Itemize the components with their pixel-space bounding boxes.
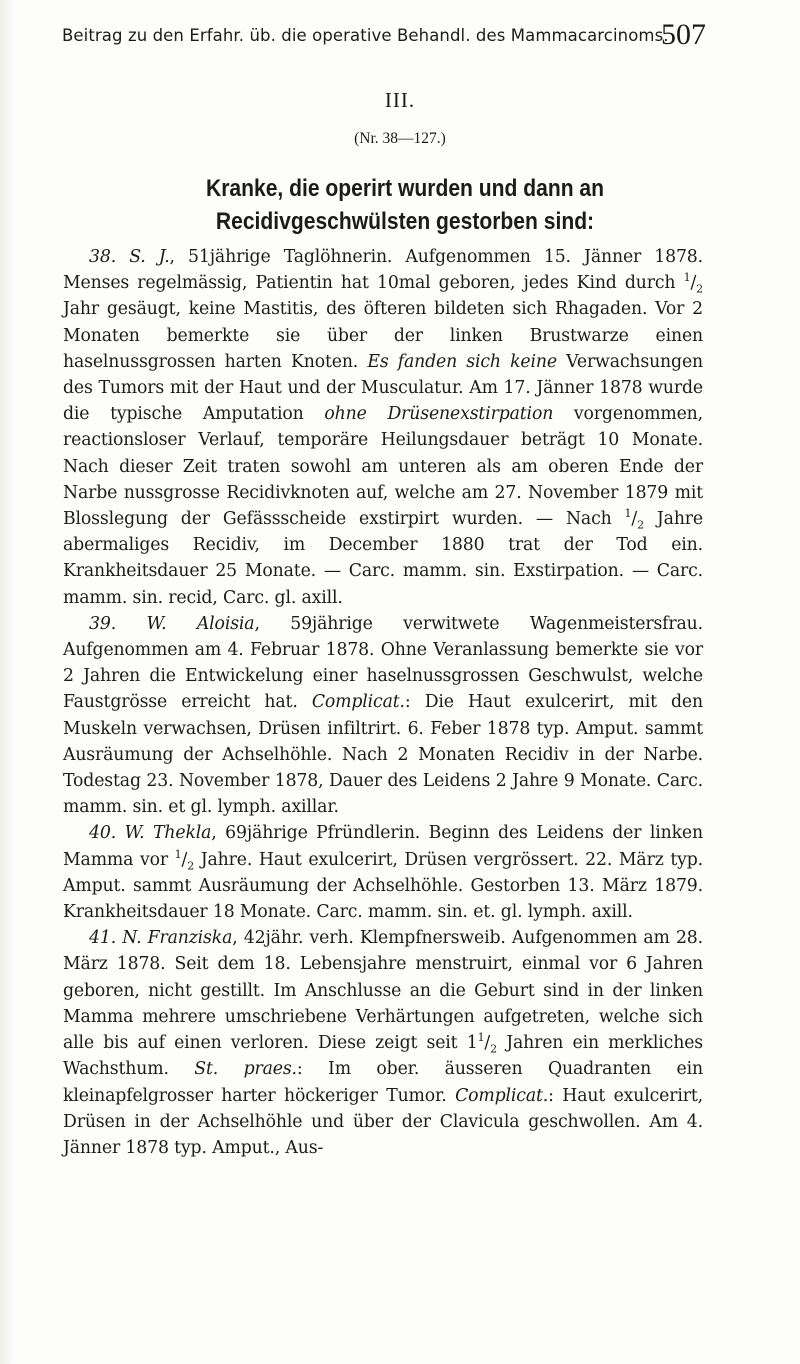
case-text: : Im ober. äusseren Quadranten ein kleinapfelgrosser harter höckeriger Tumor. <box>63 1059 703 1106</box>
case-text: : Haut exulcerirt, Drüsen in der Achselhöhle und über der Clavicula geschwollen. Am 4. Jänner 1878 typ. Amput., Aus- <box>63 1085 703 1158</box>
case-paragraph <box>63 925 703 1161</box>
case-number: 40. <box>89 823 117 844</box>
case-text: Verwachsungen des Tumors mit der Haut und der Musculatur. Am 17. Jänner 1878 wurde die typische Amputation <box>63 351 703 425</box>
patient-name: W. Thekla <box>124 823 212 844</box>
case-text-italic: Es fanden sich keine <box>367 351 557 372</box>
case-text: , 51jährige Taglöhnerin. Aufgenommen 15. Jänner 1878. Menses regelmässig, Patientin hat 10mal geboren, jedes Kind durch <box>63 247 703 294</box>
patient-name: N. Franziska <box>122 928 233 949</box>
case-text: Jahre abermaliges Recidiv, im December 1880 trat der Tod ein. Krankheitsdauer 25 Monate. — Carc. mamm. sin. Exstirpation. — Carc. mamm. sin. recid, Carc. gl. axill. <box>63 509 703 608</box>
section-heading: Kranke, die operirt wurden und dann an Recidivgeschwülsten gestorben sind: <box>205 175 605 235</box>
patient-name: W. Aloisia <box>146 613 255 634</box>
case-text: Jahren ein merkliches Wachsthum. <box>63 1033 703 1080</box>
page-edge-shadow <box>0 0 14 1364</box>
case-number: 41. <box>89 928 117 949</box>
case-text: , 69jährige Pfründlerin. Beginn des Leidens der linken Mamma vor <box>63 823 703 870</box>
case-text: , 59jährige verwitwete Wagenmeistersfrau. Aufgenommen am 4. Februar 1878. Ohne Veranlassung bemerkte sie vor 2 Jahren die Entwickelung einer haselnussgrossen Geschwulst, welche Faustgrösse erreicht hat. <box>63 613 703 713</box>
case-text: Jahr gesäugt, keine Mastitis, des öfteren bildeten sich Rhagaden. Vor 2 Monaten bemerkte sie über der linken Brustwarze einen haselnussgrossen harten Knoten. <box>63 299 703 372</box>
case-text-italic: Complicat. <box>311 692 405 713</box>
case-text: , 42jähr. verh. Klempfnersweib. Aufgenommen am 28. März 1878. Seit dem 18. Lebensjahre menstruirt, einmal vor 6 Jahren geboren, nicht gestillt. Im Anschlusse an die Geburt sind in der linken Mamma mehrere umschriebene Verhärtungen aufgetreten, welche sich alle bis auf einen verloren. Diese zeigt seit 1 <box>63 928 703 1054</box>
case-range: (Nr. 38—127.) <box>354 130 446 147</box>
fraction: $^1/_2$ <box>624 507 644 532</box>
case-reports <box>63 244 703 1161</box>
fraction: $^1/_2$ <box>683 271 703 296</box>
running-head: Beitrag zu den Erfahr. üb. die operative Behandl. des Mammacarcinoms. <box>62 26 669 45</box>
fraction: $^1/_2$ <box>477 1031 497 1056</box>
page-number: 507 <box>661 18 706 51</box>
case-paragraph <box>63 611 703 821</box>
case-number: 39. <box>89 613 117 634</box>
case-text-italic: ohne Drüsenexstirpation <box>324 404 554 425</box>
case-text-italic: Complicat. <box>455 1085 549 1106</box>
patient-name: S. J. <box>129 247 170 267</box>
case-number: 38. <box>89 247 117 267</box>
case-paragraph <box>63 244 703 611</box>
section-number: III. <box>384 88 416 112</box>
fraction: $^1/_2$ <box>174 847 195 873</box>
case-text: : Die Haut exulcerirt, mit den Muskeln verwachsen, Drüsen infiltrirt. 6. Feber 1878 typ. Amput. sammt Ausräumung der Achselhöhle. Nach 2 Monaten Recidiv in der Narbe. Todestag 23. November 1878, Dauer des Leidens 2 Jahre 9 Monate. Carc. mamm. sin. et gl. lymph. axillar. <box>63 692 703 818</box>
case-text: Jahre. Haut exulcerirt, Drüsen vergrössert. 22. März typ. Amput. sammt Ausräumung der Achselhöhle. Gestorben 13. März 1879. Krankheitsdauer 18 Monate. Carc. mamm. sin. et. gl. lymph. axill. <box>63 849 703 923</box>
case-text-italic: St. praes. <box>194 1059 297 1080</box>
case-paragraph <box>63 820 703 925</box>
case-text: vorgenommen, reactionsloser Verlauf, temporäre Heilungsdauer beträgt 10 Monate. Nach dieser Zeit traten sowohl am unteren als am oberen Ende der Narbe nussgrosse Recidivknoten auf, welche am 27. November 1879 mit Blosslegung der Gefässscheide exstirpirt wurden. — Nach <box>63 404 704 530</box>
